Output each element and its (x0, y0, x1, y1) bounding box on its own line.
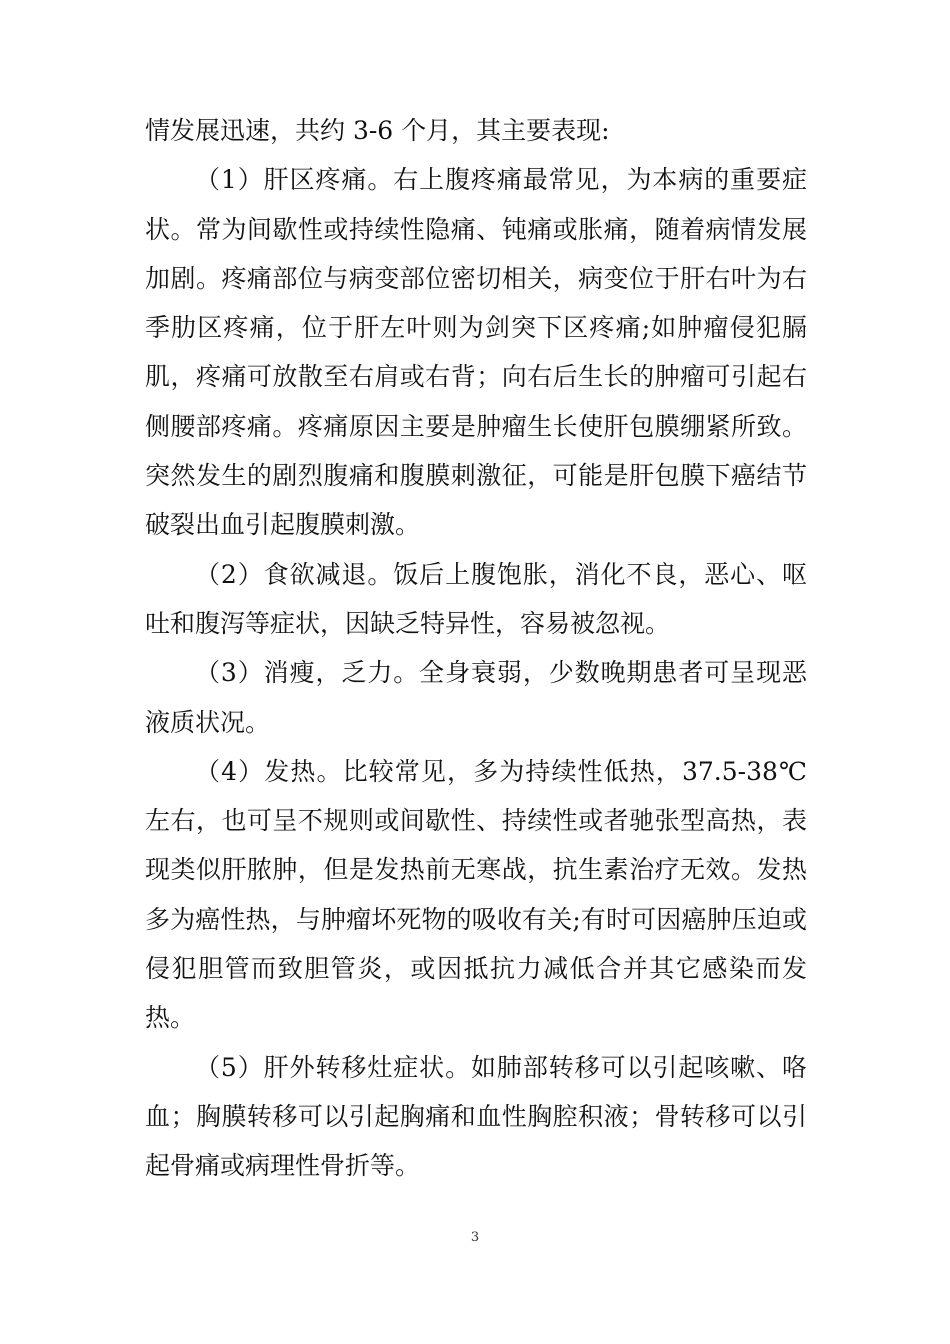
paragraph-weight-loss: （3）消瘦，乏力。全身衰弱，少数晚期患者可呈现恶液质状况。 (145, 658, 807, 737)
paragraph-liver-pain: （1）肝区疼痛。右上腹疼痛最常见，为本病的重要症状。常为间歇性或持续性隐痛、钝痛或胀痛，随着病情发展加剧。疼痛部位与病变部位密切相关，病变位于肝右叶为右季肋区疼痛，位于肝左叶则为剑突下区疼痛;如肿瘤侵犯膈肌，疼痛可放散至右肩或右背；向右后生长的肿瘤可引起右侧腰部疼痛。疼痛原因主要是肿瘤生长使肝包膜绷紧所致。突然发生的剧烈腹痛和腹膜刺激征，可能是肝包膜下癌结节破裂出血引起腹膜刺激。 (145, 165, 807, 540)
paragraph-appetite-loss: （2）食欲减退。饭后上腹饱胀，消化不良，恶心、呕吐和腹泻等症状，因缺乏特异性，容易被忽视。 (145, 559, 807, 638)
body-text (145, 106, 807, 1191)
page-number: 3 (470, 1230, 480, 1245)
paragraph-metastasis: （5）肝外转移灶症状。如肺部转移可以引起咳嗽、咯血；胸膜转移可以引起胸痛和血性胸腔积液；骨转移可以引起骨痛或病理性骨折等。 (145, 1052, 807, 1181)
paragraph-continuation: 情发展迅速，共约 3-6 个月，其主要表现: (145, 116, 610, 145)
paragraph-fever: （4）发热。比较常见，多为持续性低热，37.5-38℃左右，也可呈不规则或间歇性、持续性或者驰张型高热，表现类似肝脓肿，但是发热前无寒战，抗生素治疗无效。发热多为癌性热，与肿瘤坏死物的吸收有关;有时可因癌肿压迫或侵犯胆管而致胆管炎，或因抵抗力减低合并其它感染而发热。 (145, 756, 807, 1033)
